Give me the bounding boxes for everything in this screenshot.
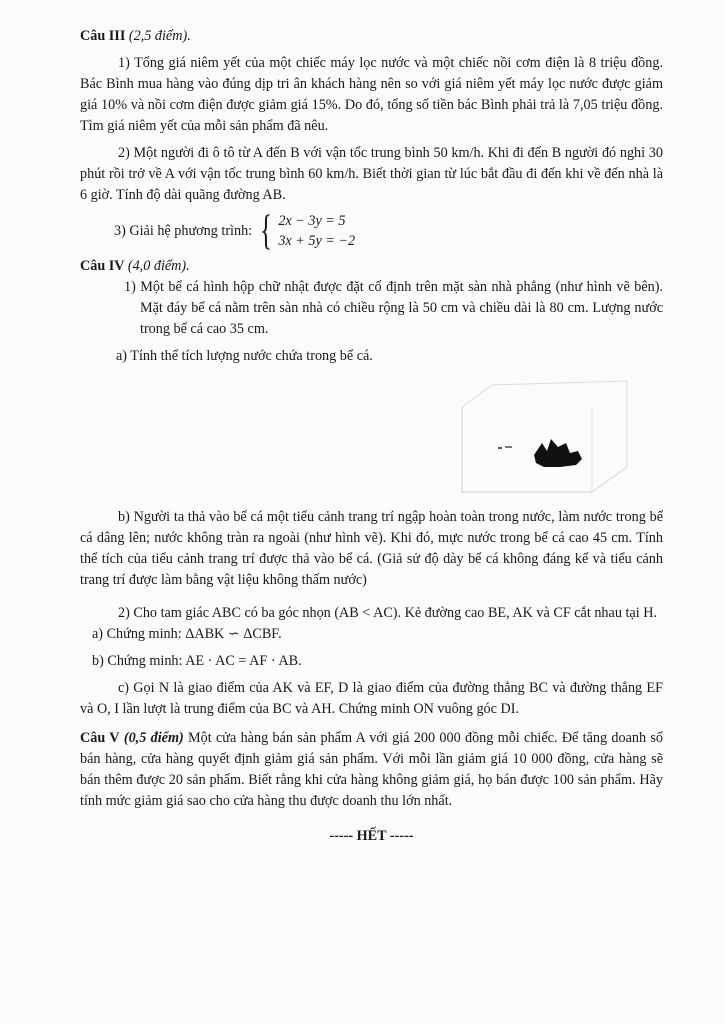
tank-front-edge bbox=[462, 407, 592, 492]
tank-bottom-right-edge bbox=[592, 467, 627, 492]
mark-dash bbox=[505, 446, 512, 448]
q3-part1: 1) Tổng giá niêm yết của một chiếc máy lọc nước và một chiếc nồi cơm điện là 8 triệu đồng. Bác Bình mua hàng vào đúng dịp tri ân khách hàng nên so với giá niêm yết máy lọc nước được giảm giá 10% và nồi cơm điện được giảm giá 15%. Do đó, tổng số tiền bác Bình phải trả là 7,05 triệu đồng. Tìm giá niêm yết của mỗi sản phẩm đã nêu. bbox=[80, 55, 663, 135]
end-mark: ----- HẾT ----- bbox=[329, 828, 414, 845]
q4-heading bbox=[80, 256, 663, 277]
q4-part2b: b) Chứng minh: AE · AC = AF · AB. bbox=[92, 653, 302, 670]
decoration-object bbox=[534, 439, 582, 467]
q4-part2c: c) Gọi N là giao điểm của AK và EF, D là giao điểm của đường thẳng BC và đường thẳng EF và O, I lần lượt là trung điểm của BC và AH. Chứng minh ON vuông góc DI. bbox=[80, 680, 663, 718]
q4-part1: 1) Một bể cá hình hộp chữ nhật được đặt cố định trên mặt sàn nhà phẳng (như hình vẽ bên). Mặt đáy bể cá nằm trên sàn nhà có chiều rộng là 50 cm và chiều dài là 80 cm. Lượng nước trong bể cá cao 35 cm. bbox=[124, 279, 663, 338]
q3-part3-label: 3) Giải hệ phương trình: bbox=[114, 222, 253, 239]
mark-dot bbox=[498, 447, 502, 449]
q4-part1b: b) Người ta thả vào bể cá một tiểu cảnh trang trí ngập hoàn toàn trong nước, làm nước trong bể cá dâng lên; nước không tràn ra ngoài (như hình vẽ). Khi đó, mực nước trong bể cá cao 45 cm. Tính thể tích của tiểu cảnh trang trí được thả vào bể cá. (Giả sử độ dày bể cá không đáng kể và tiểu cảnh trang trí được làm bằng vật liệu không thấm nước) bbox=[80, 509, 663, 589]
q4-part2a: a) Chứng minh: ΔABK ∽ ΔCBF. bbox=[92, 626, 282, 643]
q3-title: Câu III bbox=[80, 28, 126, 44]
q5-text: Một cửa hàng bán sản phẩm A với giá 200 000 đồng mỗi chiếc. Để tăng doanh số bán hàng, cửa hàng quyết định giảm giá sản phẩm. Với mỗi lần giảm giá 10 000 đồng, cửa hàng sẽ bán thêm được 20 sản phẩm. Biết rằng khi cửa hàng không giảm giá, họ bán được 100 sản phẩm. Hãy tính mức giảm giá sao cho cửa hàng thu được doanh thu lớn nhất. bbox=[80, 730, 663, 810]
equation-2: 3x + 5y = −2 bbox=[278, 233, 356, 250]
brace-glyph: { bbox=[260, 208, 273, 255]
q3-heading bbox=[80, 26, 663, 47]
aquarium-figure bbox=[80, 367, 663, 507]
q4-part1a: a) Tính thể tích lượng nước chứa trong bể cá. bbox=[116, 348, 373, 365]
tank-top-left-edge bbox=[462, 385, 492, 407]
q5-points: (0,5 điểm) bbox=[123, 730, 184, 747]
q4-title: Câu IV bbox=[80, 258, 125, 275]
q4-part2: 2) Cho tam giác ABC có ba góc nhọn (AB < AC). Kẻ đường cao BE, AK và CF cắt nhau tại H. bbox=[118, 605, 657, 622]
q4-part1-block bbox=[80, 277, 663, 367]
equation-1: 2x − 3y = 5 bbox=[278, 212, 346, 229]
q5-paragraph bbox=[80, 728, 663, 812]
q4-points: (4,0 điểm). bbox=[127, 258, 190, 275]
q3-part2: 2) Một người đi ô tô từ A đến B với vận tốc trung bình 50 km/h. Khi đi đến B người đó nghỉ 30 phút rồi trở về A với vận tốc trung bình 60 km/h. Biết thời gian từ lúc bắt đầu đi đến khi về đến nhà là 6 giờ. Tính độ dài quãng đường AB. bbox=[80, 145, 663, 204]
equation-system bbox=[278, 211, 355, 252]
q3-points: (2,5 điểm). bbox=[128, 28, 191, 44]
tank-top-back-edge bbox=[492, 381, 627, 385]
q5-title: Câu V bbox=[80, 730, 120, 747]
q3-part3 bbox=[114, 208, 663, 255]
aquarium-sketch bbox=[452, 367, 662, 497]
